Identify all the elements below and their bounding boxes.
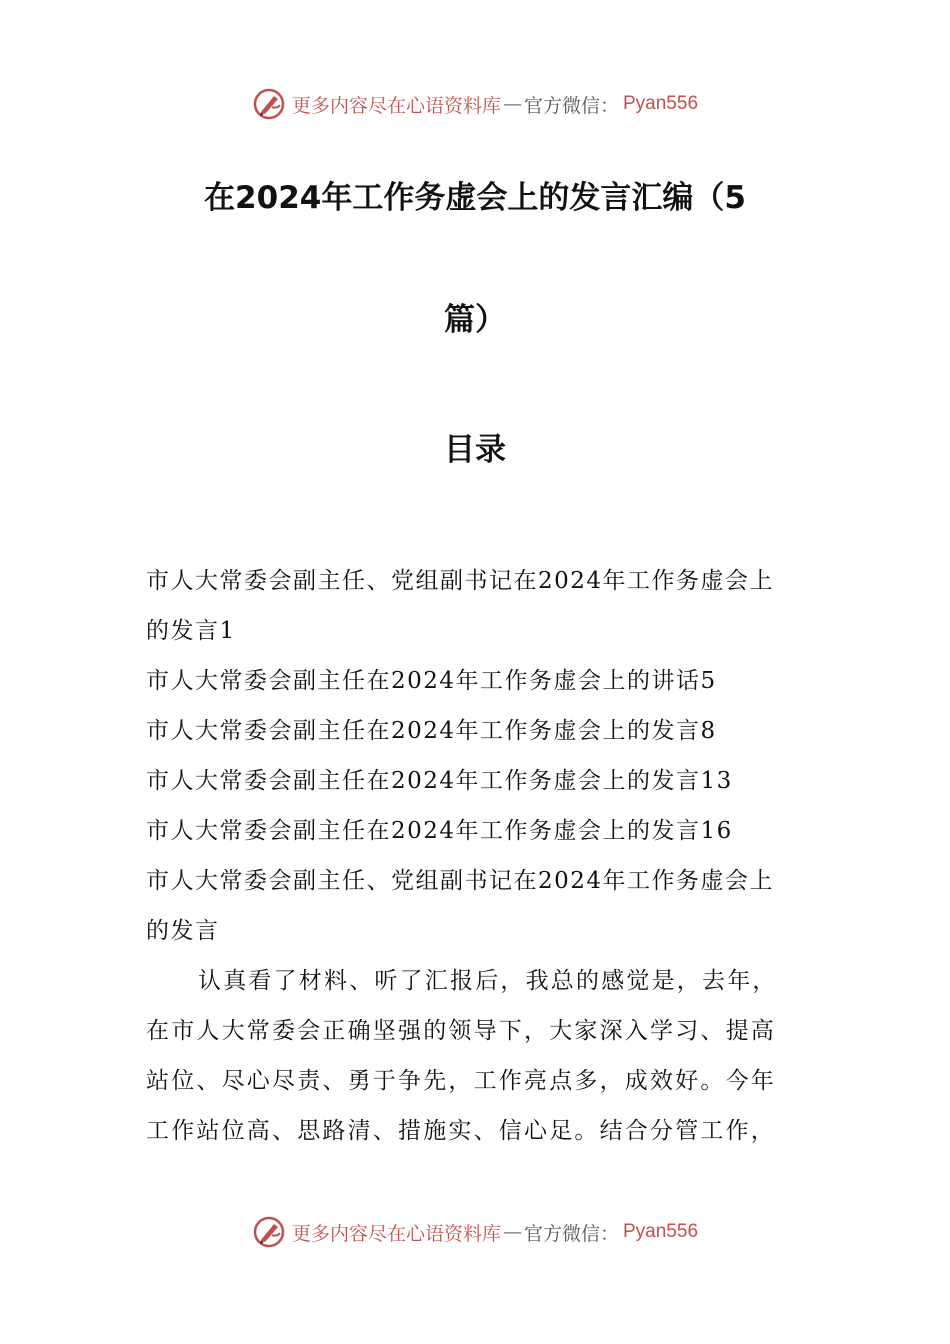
toc-line: 市人大常委会副主任在2024年工作务虚会上的发言13 (146, 768, 733, 794)
watermark-lead-text: 更多内容尽在心语资料库 (291, 94, 501, 117)
toc-line: 市人大常委会副主任在2024年工作务虚会上的讲话5 (146, 668, 717, 694)
watermark-dash: — (502, 93, 522, 115)
body-line: 站位、尽心尽责、勇于争先，工作亮点多，成效好。今年 (146, 1068, 776, 1094)
watermark-banner-bottom (0, 1212, 950, 1252)
toc-line: 市人大常委会副主任、党组副书记在2024年工作务虚会上 (146, 868, 775, 894)
toc-line: 的发言 (146, 918, 220, 944)
pen-logo-icon (252, 87, 286, 121)
watermark-banner-top (0, 84, 950, 124)
toc-line: 市人大常委会副主任在2024年工作务虚会上的发言16 (146, 818, 733, 844)
watermark-wechat-id: Pyan556 (623, 1221, 699, 1242)
pen-logo-icon (252, 1215, 286, 1249)
toc-heading: 目录 (444, 432, 506, 468)
toc-line: 的发言1 (146, 618, 236, 644)
watermark-wechat-label: 官方微信： (523, 1222, 619, 1245)
toc-line: 市人大常委会副主任在2024年工作务虚会上的发言8 (146, 718, 717, 744)
watermark-wechat-id: Pyan556 (623, 93, 699, 114)
body-paragraph (146, 956, 808, 1156)
watermark-lead-text: 更多内容尽在心语资料库 (291, 1222, 501, 1245)
body-line: 工作站位高、思路清、措施实、信心足。结合分管工作， (146, 1118, 776, 1144)
body-line: 在市人大常委会正确坚强的领导下，大家深入学习、提高 (146, 1018, 776, 1044)
watermark-wechat-label: 官方微信： (523, 94, 619, 117)
document-title-line-1: 在2024年工作务虚会上的发言汇编（5 (204, 180, 746, 216)
table-of-contents (146, 556, 808, 956)
document-title-line-2: 篇） (444, 302, 506, 338)
toc-line: 市人大常委会副主任、党组副书记在2024年工作务虚会上 (146, 568, 775, 594)
watermark-dash: — (502, 1221, 522, 1243)
body-line: 认真看了材料、听了汇报后，我总的感觉是，去年， (198, 968, 778, 994)
